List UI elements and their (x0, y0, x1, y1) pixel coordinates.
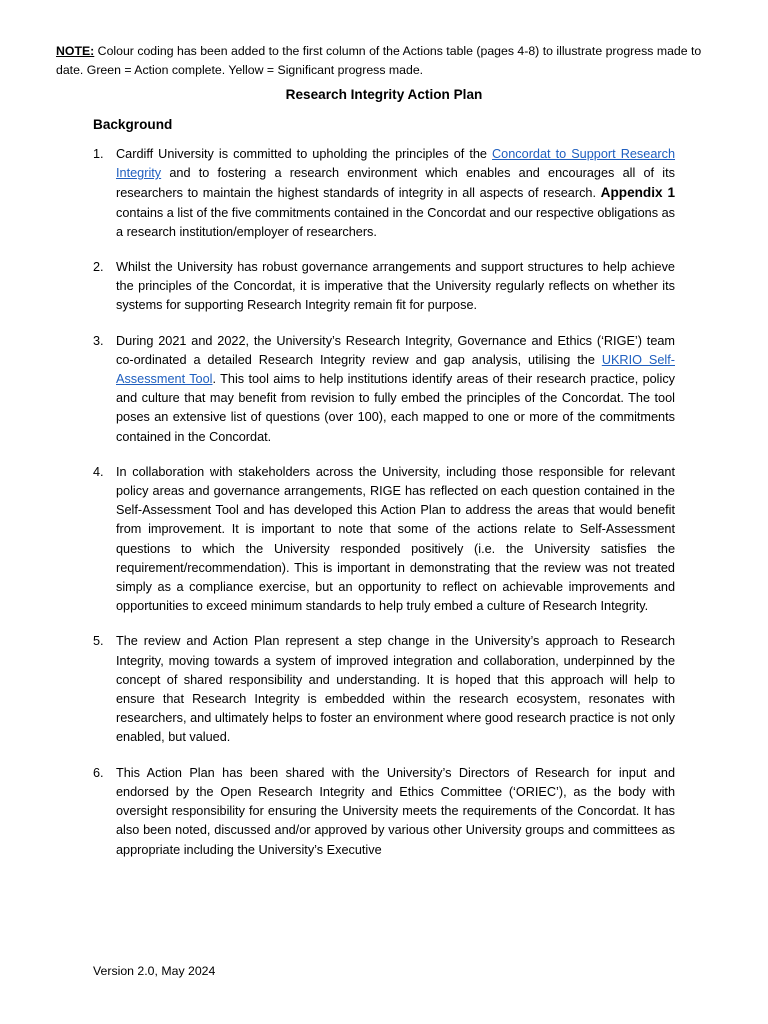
list-item (93, 258, 675, 316)
item-text: . This tool aims to help institutions identify areas of their research practice, policy and culture that may benefit from revision to fully embed the principles of the Concordat. The tool poses an extensive list of questions (over 100), each mapped to one or more of the commitments contained in the Concordat. (116, 372, 676, 444)
item-text: and to fostering a research environment which enables and encourages all of its researchers to maintain the highest standards of integrity in all aspects of research. (116, 166, 675, 201)
item-text: Whilst the University has robust governance arrangements and support structures to help achieve the principles of the Concordat, it is imperative that the University regularly reflects on whether its systems for supporting Research Integrity remain fit for purpose. (116, 260, 675, 313)
item-number: 3. (93, 333, 104, 348)
item-text: Cardiff University is committed to upholding the principles of the (116, 147, 493, 161)
item-text: contains a list of the five commitments contained in the Concordat and our respective obligations as a research institution/employer of researchers. (116, 205, 675, 239)
item-text: The review and Action Plan represent a step change in the University’s approach to Research Integrity, moving towards a system of improved integration and collaboration, underpinned by the concept of shared responsibility and understanding. It is hoped that this approach will help to ensure that Research Integrity is embedded within the research ecosystem, resonates with researchers, and ultimately helps to foster an environment where good research practice is not only enabled, but valued. (116, 634, 675, 745)
list-item (93, 145, 675, 242)
appendix-reference: Appendix 1 (600, 185, 676, 201)
item-number: 5. (93, 634, 104, 649)
document-title: Research Integrity Action Plan (285, 87, 483, 102)
progress-note (56, 42, 712, 79)
list-item (93, 463, 675, 617)
section-heading-background: Background (93, 117, 173, 132)
list-item (93, 764, 675, 860)
note-text: Colour coding has been added to the first column of the Actions table (pages 4-8) to illustrate progress made to date. Green = Action complete. Yellow = Significant progress made. (56, 44, 702, 77)
ukrio-tool-link[interactable]: UKRIO Self-Assessment Tool (116, 352, 675, 387)
concordat-link[interactable]: Concordat to Support Research Integrity (116, 147, 676, 181)
background-list (93, 145, 675, 876)
item-text: During 2021 and 2022, the University’s Research Integrity, Governance and Ethics (‘RIGE’) team co-ordinated a detailed Research Integrity review and gap analysis, utilising the (116, 333, 675, 367)
version-footer: Version 2.0, May 2024 (93, 964, 216, 978)
item-text: In collaboration with stakeholders across the University, including those responsible for relevant policy areas and governance arrangements, RIGE has reflected on each question contained in the Self-Assessment Tool and has developed this Action Plan to address the areas that would benefit from improvement. It is important to note that some of the actions relate to Self-Assessment questions to which the University responded positively (i.e. the University satisfies the requirement/recommendation). This is important in demonstrating that the review was not treated simply as a compliance exercise, but an opportunity to reflect on achievable improvements and opportunities to exceed minimum standards to help truly embed a culture of Research Integrity. (116, 464, 675, 614)
list-item (93, 632, 675, 747)
item-number: 2. (93, 260, 104, 275)
note-label: NOTE: (56, 44, 95, 58)
item-number: 4. (93, 464, 104, 479)
list-item (93, 332, 675, 447)
item-text: This Action Plan has been shared with the University’s Directors of Research for input and endorsed by the Open Research Integrity and Ethics Committee (‘ORIEC’), as the body with oversight responsibility for ensuring the University meets the requirements of the Concordat. It has also been noted, discussed and/or approved by various other University groups and committees as appropriate including the University’s Executive (116, 765, 675, 857)
item-number: 1. (93, 147, 104, 161)
item-number: 6. (93, 765, 104, 780)
